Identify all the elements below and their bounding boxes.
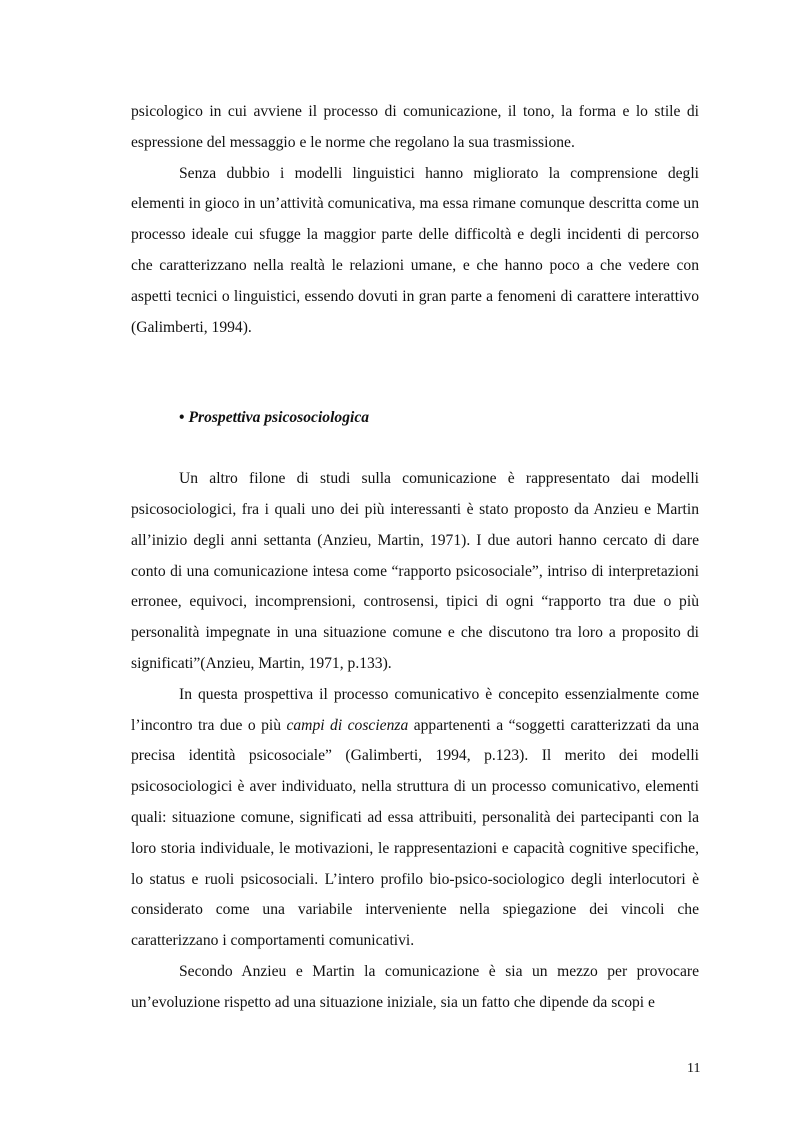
paragraph-4-italic-phrase: campi di coscienza bbox=[286, 716, 409, 734]
section-heading bbox=[131, 403, 699, 434]
section-heading-title: Prospettiva psicosociologica bbox=[188, 409, 370, 427]
paragraph-4-text-start: In questa prospettiva il processo comunicativo è concepito essenzialmente come l’incontro tra due o più bbox=[131, 685, 699, 734]
bullet-icon: • bbox=[179, 409, 185, 427]
paragraph-2: Senza dubbio i modelli linguistici hanno migliorato la comprensione degli elementi in gioco in un’attività comunicativa, ma essa rimane comunque descritta come un processo ideale cui sfugge la maggior parte delle difficoltà e degli incidenti di percorso che caratterizzano nella realtà le relazioni umane, e che hanno poco a che vedere con aspetti tecnici o linguistici, essendo dovuti in gran parte a fenomeni di carattere interattivo (Galimberti, 1994). bbox=[131, 164, 699, 336]
paragraph-1: psicologico in cui avviene il processo di comunicazione, il tono, la forma e lo stile di espressione del messaggio e le norme che regolano la sua trasmissione. bbox=[131, 103, 699, 151]
page-number: 11 bbox=[687, 1061, 701, 1076]
paragraph-3: Un altro filone di studi sulla comunicazione è rappresentato dai modelli psicosociologici, fra i quali uno dei più interessanti è stato proposto da Anzieu e Martin all’inizio degli anni settanta (Anzieu, Martin, 1971). I due autori hanno cercato di dare conto di una comunicazione intesa come “rapporto psicosociale”, intriso di interpretazioni erronee, equivoci, incomprensioni, controsensi, tipici di ogni “rapporto tra due o più personalità impegnate in una situazione comune e che discutono tra loro a proposito di significati”(Anzieu, Martin, 1971, p.133). bbox=[131, 470, 699, 672]
paragraph-4 bbox=[131, 680, 699, 957]
paragraph-5: Secondo Anzieu e Martin la comunicazione è sia un mezzo per provocare un’evoluzione rispetto ad una situazione iniziale, sia un fatto che dipende da scopi e bbox=[131, 962, 699, 1011]
page-body bbox=[131, 97, 699, 1019]
paragraph-4-text-end: appartenenti a “soggetti caratterizzati da una precisa identità psicosociale” (Galimberti, 1994, p.123). Il merito dei modelli psicosociologici è aver individuato, nella struttura di un processo comunicativo, elementi quali: situazione comune, significati ad essa attribuiti, personalità dei partecipanti con la loro storia individuale, le motivazioni, le rappresentazioni e capacità cognitive specifiche, lo status e ruoli psicosociali. L’intero profilo bio-psico-sociologico degli interlocutori è considerato come una variabile interveniente nella spiegazione dei vincoli che caratterizzano i comportamenti comunicativi. bbox=[131, 716, 699, 950]
